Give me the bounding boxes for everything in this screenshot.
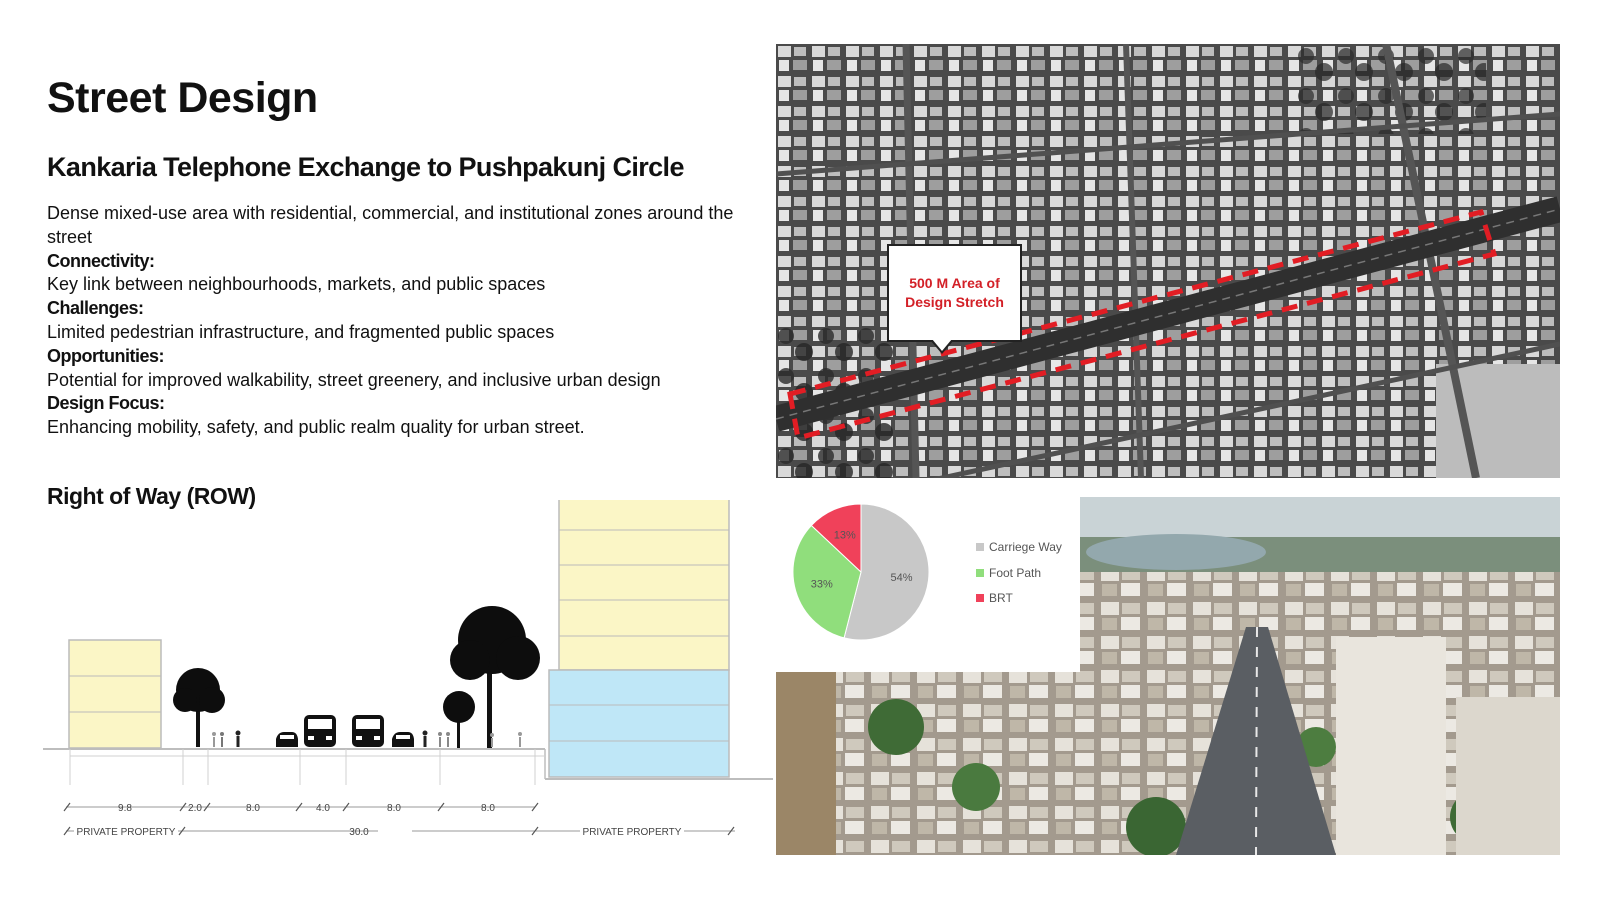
- legend-swatch-carriageway: [976, 543, 984, 551]
- car-icon: [392, 732, 414, 747]
- dim-label-4: 4.0: [316, 803, 330, 814]
- legend-item-carriageway: [976, 540, 1062, 554]
- dim-label-5: 8.0: [387, 803, 401, 814]
- pie-chart-svg: [776, 497, 946, 672]
- dim-label-3: 8.0: [246, 803, 260, 814]
- legend-label-footpath: Foot Path: [989, 566, 1042, 580]
- pie-label-footpath: 33%: [810, 578, 833, 591]
- row-share-pie-chart: [776, 497, 1080, 672]
- legend-swatch-footpath: [976, 569, 984, 577]
- connectivity-text: Key link between neighbourhoods, markets, and public spaces: [47, 274, 546, 295]
- opportunities-text: Potential for improved walkability, street greenery, and inclusive urban design: [47, 369, 661, 390]
- left-building: [69, 640, 161, 748]
- connectivity-heading: Connectivity:: [47, 250, 155, 271]
- dim-label-2: 2.0: [188, 803, 202, 814]
- challenges-text: Limited pedestrian infrastructure, and fragmented public spaces: [47, 321, 555, 342]
- pie-label-carriageway: 54%: [890, 572, 913, 585]
- callout-line-1: 500 M Area of: [909, 275, 1000, 291]
- car-icon: [276, 732, 298, 747]
- design-focus-heading: Design Focus:: [47, 393, 165, 414]
- street-stretch-subtitle: Kankaria Telephone Exchange to Pushpakunj Circle: [47, 152, 684, 182]
- right-property-label: PRIVATE PROPERTY: [582, 827, 682, 838]
- left-property-label: PRIVATE PROPERTY: [76, 827, 176, 838]
- page-title: Street Design: [47, 74, 318, 122]
- total-row-label: 30.0: [349, 827, 369, 838]
- legend-swatch-brt: [976, 594, 984, 602]
- row-cross-section: [40, 500, 780, 865]
- challenges-heading: Challenges:: [47, 298, 144, 319]
- dim-label-6: 8.0: [481, 803, 495, 814]
- legend-item-brt: [976, 591, 1013, 605]
- street-description: [47, 202, 767, 440]
- dim-label-1: 9.8: [118, 803, 132, 814]
- tree-icon: [173, 668, 225, 747]
- legend-label-brt: BRT: [989, 591, 1013, 605]
- legend-label-carriageway: Carriege Way: [989, 540, 1062, 554]
- design-stretch-callout: [887, 244, 1022, 342]
- tree-icon: [450, 606, 540, 748]
- callout-pointer-fill: [932, 339, 952, 351]
- row-section-title: Right of Way (ROW): [47, 483, 256, 509]
- pie-label-brt: 13%: [833, 529, 856, 542]
- design-focus-text: Enhancing mobility, safety, and public realm quality for urban street.: [47, 417, 585, 438]
- right-building: [549, 500, 729, 777]
- bus-icon: [304, 715, 336, 747]
- bus-icon: [352, 715, 384, 747]
- legend-item-footpath: [976, 566, 1041, 580]
- description-intro: Dense mixed-use area with residential, commercial, and institutional zones around the street: [47, 203, 734, 247]
- callout-line-2: Design Stretch: [905, 294, 1004, 310]
- dimension-labels: [118, 803, 495, 814]
- opportunities-heading: Opportunities:: [47, 345, 164, 366]
